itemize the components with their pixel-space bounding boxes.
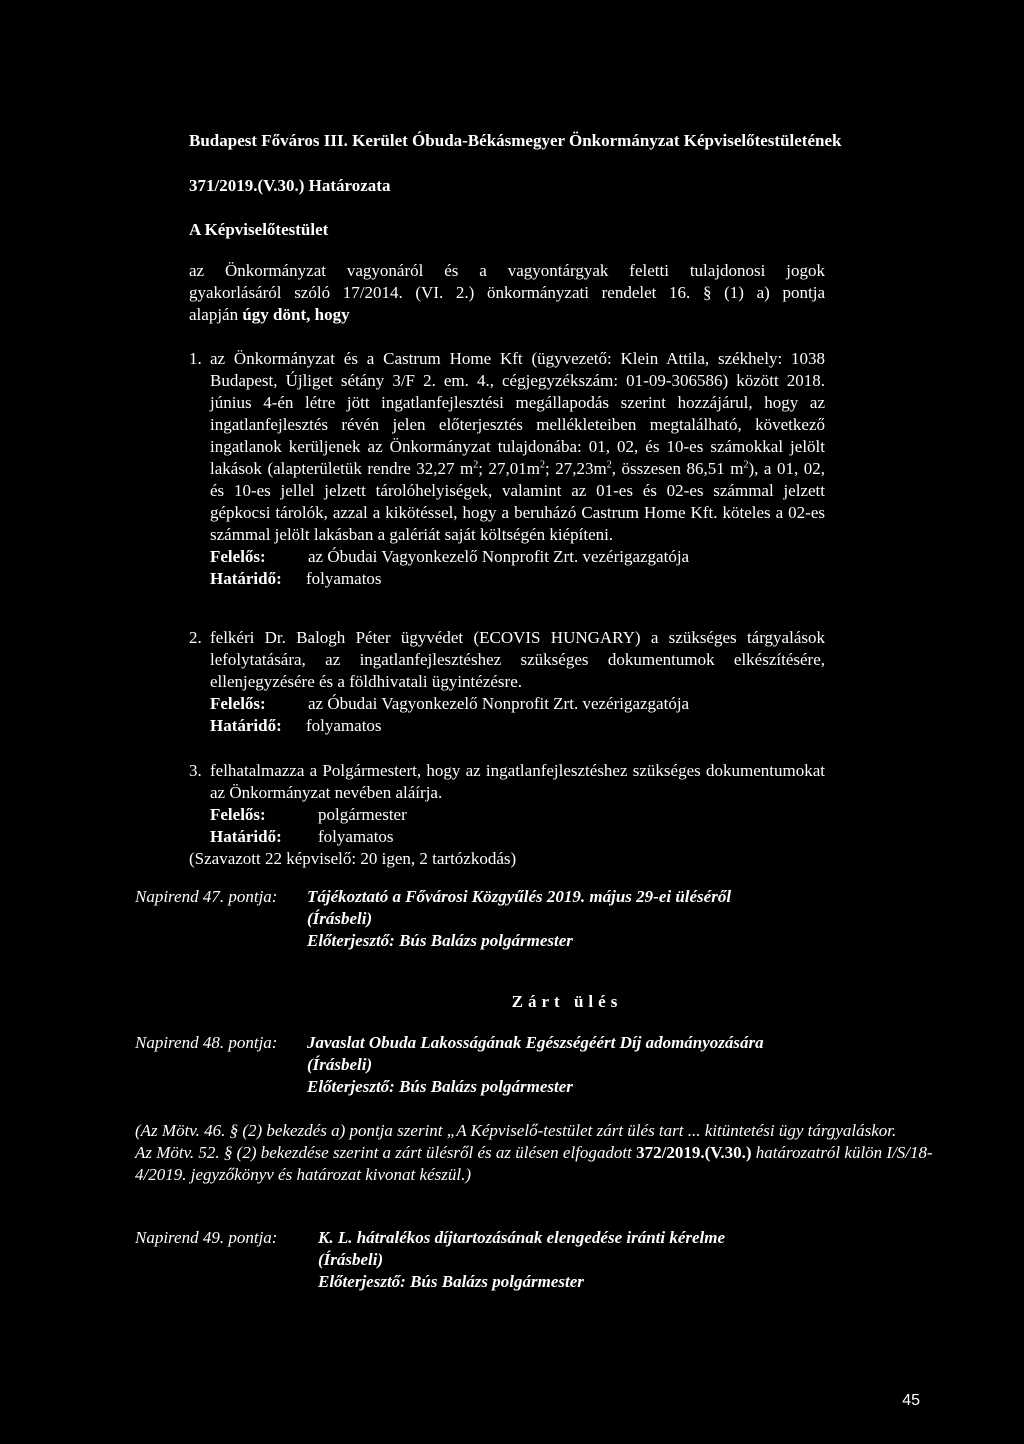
agenda-label: Napirend 49. pontja: [135,1228,278,1247]
responsible-value: az Óbudai Vagyonkezelő Nonprofit Zrt. vezérigazgatója [308,694,690,713]
item-body [210,348,825,590]
intro-bold-text: úgy dönt, hogy [242,305,350,324]
deadline-row [210,826,825,848]
intro-paragraph [189,260,825,326]
agenda-item-48 [135,1032,855,1098]
item-text: ; 27,23m [545,459,607,478]
deadline-row [210,715,825,737]
responsible-value: polgármester [318,805,407,824]
legal-note [135,1120,955,1186]
item-body [210,760,825,848]
item-text: ; 27,01m [478,459,540,478]
item-text: ), a 01, 02, és 10-es jellel jelzett tárolóhelyiségek, valamint az 01-es és 02-es számmal jelzett gépkocsi tárolók, azzal a kikötéssel, hogy a beruházó Castrum Home Kft. köteles a 02-es számmal jelölt lakásban a galériát saját költségén kiépíteni. [210,459,825,544]
item-text: felkéri Dr. Balogh Péter ügyvédet (ECOVIS HUNGARY) a szükséges tárgyalások lefolytatására, az ingatlanfejlesztéshez szükséges dokumentumok elkészítésére, ellenjegyzésére és a földhivatali ügyintézésre. [210,628,825,691]
superscript: 2 [540,459,545,471]
agenda-item-49 [135,1227,855,1293]
agenda-presenter: Előterjesztő: Bús Balázs polgármester [318,1272,584,1291]
council-heading: Budapest Főváros III. Kerület Óbuda-Békásmegyer Önkormányzat Képviselőtestületének [189,131,842,150]
page-number: 45 [902,1392,920,1409]
agenda-presenter: Előterjesztő: Bús Balázs polgármester [307,1077,573,1096]
agenda-content [307,886,855,952]
note-text: Az Mötv. 52. § (2) bekezdése szerint a zárt ülésről és az ülésen elfogadott [135,1143,637,1162]
closed-session-heading: Zárt ülés [511,992,623,1011]
agenda-content [307,1032,855,1098]
resolution-item-1 [189,348,825,590]
item-text: , összesen 86,51 m [611,459,744,478]
item-body [210,627,825,737]
superscript: 2 [473,459,479,471]
superscript: 2 [743,459,749,471]
body-heading: A Képviselőtestület [189,220,329,239]
deadline-label: Határidő: [210,716,282,735]
deadline-label: Határidő: [210,569,282,588]
resolution-item-3 [189,760,825,848]
item-text: az Önkormányzat és a Castrum Home Kft (ügyvezető: Klein Attila, székhely: 1038 Budapest, Újliget sétány 3/F 2. em. 4., cégjegyzékszám: 01-09-306586) között 2018. június 4-én létre jött ingatlanfejlesztési megállapodás szerint hozzájárul, hogy az ingatlanfejlesztés révén jelen előterjesztés mellékleteiben megtalálható, következő ingatlanok kerüljenek az Önkormányzat tulajdonába: 01, 02, és 10-es számokkal jelölt lakások (alapterületük rendre 32,27 m [210,349,825,478]
note-line [135,1142,955,1186]
deadline-value: folyamatos [306,716,382,735]
resolution-item-2 [189,627,825,737]
intro-plain-text: alapján [189,305,243,324]
note-resolution-number: 372/2019.(V.30.) [636,1143,752,1162]
agenda-label: Napirend 48. pontja: [135,1033,278,1052]
deadline-value: folyamatos [306,569,382,588]
responsible-row [210,693,825,715]
intro-line: gyakorlásáról szóló 17/2014. (VI. 2.) önkormányzati rendelet 16. § (1) a) pontja [189,283,825,302]
agenda-content [318,1227,855,1293]
item-number: 3. [189,761,202,780]
deadline-row [210,568,825,590]
agenda-presenter: Előterjesztő: Bús Balázs polgármester [307,931,573,950]
agenda-form: (Írásbeli) [318,1250,384,1269]
agenda-label: Napirend 47. pontja: [135,887,278,906]
agenda-title: K. L. hátralékos díjtartozásának elengedése iránti kérelme [318,1228,726,1247]
deadline-label: Határidő: [210,827,282,846]
intro-line [189,304,825,326]
note-text: határozatról külön I/S/18-4/2019. jegyzőkönyv és határozat kivonat készül.) [135,1143,933,1184]
agenda-form: (Írásbeli) [307,909,373,928]
intro-line: az Önkormányzat vagyonáról és a vagyontárgyak feletti tulajdonosi jogok [189,261,825,280]
responsible-row [210,546,825,568]
agenda-title: Javaslat Obuda Lakosságának Egészségéért Díj adományozására [307,1033,764,1052]
item-text: felhatalmazza a Polgármestert, hogy az ingatlanfejlesztéshez szükséges dokumentumokat az Önkormányzat nevében aláírja. [210,761,825,802]
responsible-value: az Óbudai Vagyonkezelő Nonprofit Zrt. vezérigazgatója [308,547,690,566]
resolution-number: 371/2019.(V.30.) Határozata [189,176,391,195]
item-number: 2. [189,628,202,647]
item-number: 1. [189,349,202,368]
agenda-title: Tájékoztató a Fővárosi Közgyűlés 2019. május 29-ei üléséről [307,887,732,906]
agenda-item-47 [135,886,855,952]
note-line: (Az Mötv. 46. § (2) bekezdés a) pontja szerint „A Képviselő-testület zárt ülés tart ... kitüntetési ügy tárgyaláskor. [135,1121,897,1140]
responsible-label: Felelős: [210,694,266,713]
vote-result: (Szavazott 22 képviselő: 20 igen, 2 tartózkodás) [189,849,517,868]
deadline-value: folyamatos [318,827,394,846]
agenda-form: (Írásbeli) [307,1055,373,1074]
responsible-label: Felelős: [210,547,266,566]
responsible-row [210,804,825,826]
responsible-label: Felelős: [210,805,266,824]
superscript: 2 [606,459,612,471]
